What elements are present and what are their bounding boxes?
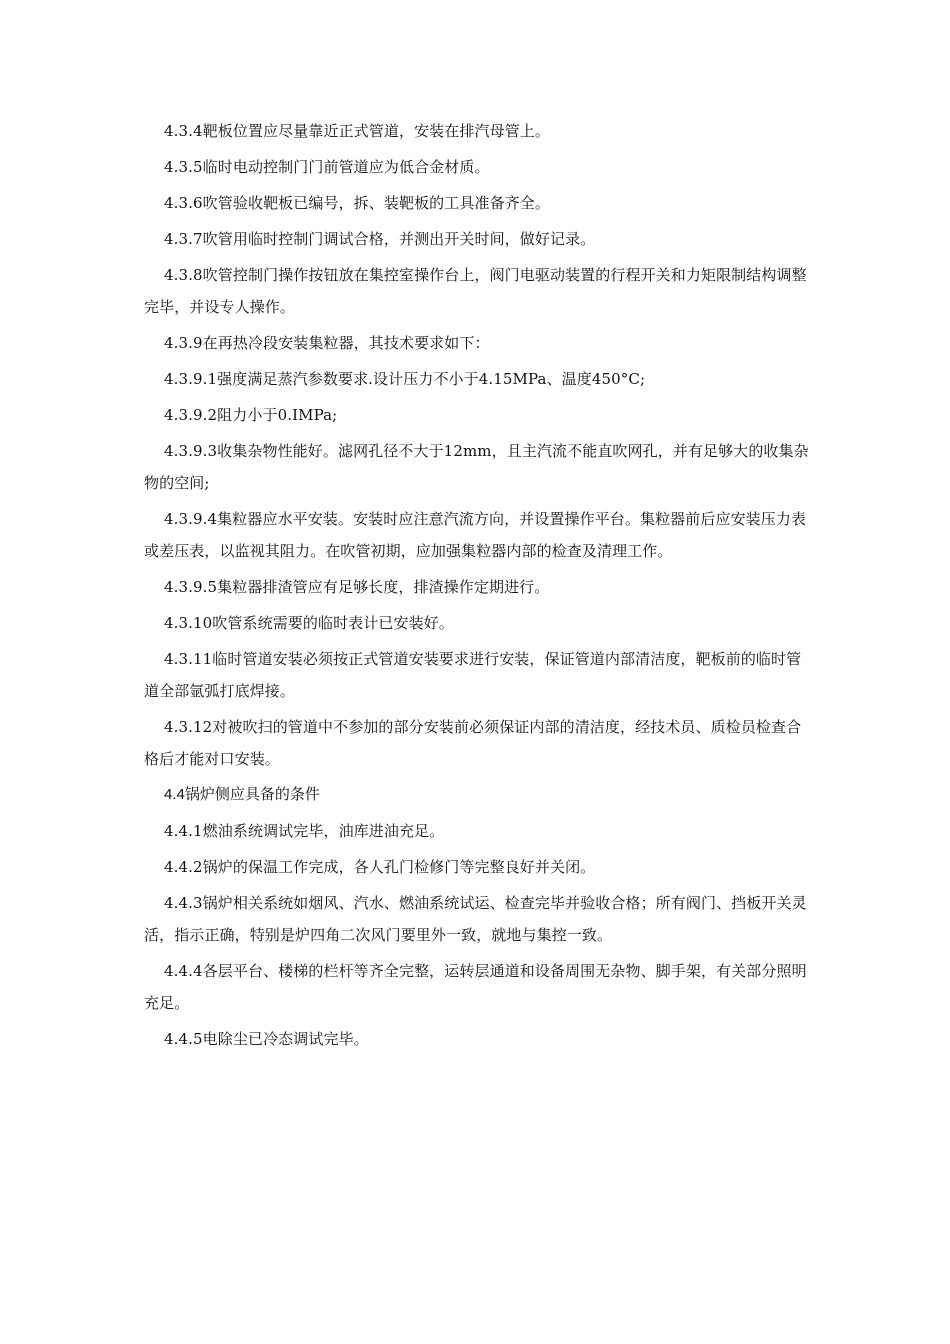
paragraph-4-3-4: 4.3.4靶板位置应尽量靠近正式管道，安装在排汽母管上。	[164, 122, 550, 140]
paragraph-4-3-10: 4.3.10吹管系统需要的临时表计已安装好。	[164, 614, 454, 632]
paragraph-4-3-9: 4.3.9在再热冷段安装集粒器，其技术要求如下：	[164, 334, 490, 352]
paragraph-4-4-1: 4.4.1燃油系统调试完毕，油库进油充足。	[164, 822, 445, 840]
paragraph-4-3-9-5: 4.3.9.5集粒器排渣管应有足够长度，排渣操作定期进行。	[164, 578, 550, 596]
paragraph-4-3-11: 4.3.11临时管道安装必须按正式管道安装要求进行安装，保证管道内部清洁度，靶板前的临时管道全部氩弧打底焊接。	[144, 650, 802, 700]
paragraph-4-3-8: 4.3.8吹管控制门操作按钮放在集控室操作台上，阀门电驱动装置的行程开关和力矩限制结构调整完毕，并设专人操作。	[144, 266, 807, 316]
section-number: 4.4	[164, 786, 185, 803]
section-heading-4-4	[144, 779, 816, 811]
paragraph-4-3-9-1: 4.3.9.1强度满足蒸汽参数要求.设计压力不小于4.15MPa、温度450°C;	[164, 370, 646, 388]
paragraph-4-4-5: 4.4.5电除尘已冷态调试完毕。	[164, 1030, 369, 1048]
paragraph-4-4-4: 4.4.4各层平台、楼梯的栏杆等齐全完整，运转层通道和设备周围无杂物、脚手架，有关部分照明充足。	[144, 962, 807, 1012]
paragraph-4-3-7: 4.3.7吹管用临时控制门调试合格，并测出开关时间，做好记录。	[164, 230, 596, 248]
paragraph-4-3-5: 4.3.5临时电动控制门门前管道应为低合金材质。	[164, 158, 490, 176]
paragraph-4-3-9-2: 4.3.9.2阻力小于0.IMPa;	[164, 406, 338, 424]
section-title: 锅炉侧应具备的条件	[184, 786, 320, 803]
paragraph-4-4-3: 4.4.3锅炉相关系统如烟风、汽水、燃油系统试运、检查完毕并验收合格；所有阀门、挡板开关灵活，指示正确，特别是炉四角二次风门要里外一致，就地与集控一致。	[144, 894, 807, 944]
paragraph-4-3-12: 4.3.12对被吹扫的管道中不参加的部分安装前必须保证内部的清洁度，经技术员、质检员检查合格后才能对口安装。	[144, 718, 802, 768]
paragraph-4-3-9-4: 4.3.9.4集粒器应水平安装。安装时应注意汽流方向，并设置操作平台。集粒器前后应安装压力表或差压表，以监视其阻力。在吹管初期，应加强集粒器内部的检查及清理工作。	[144, 510, 807, 560]
document-body	[144, 115, 816, 1059]
paragraph-4-4-2: 4.4.2锅炉的保温工作完成，各人孔门检修门等完整良好并关闭。	[164, 858, 596, 876]
paragraph-4-3-6: 4.3.6吹管验收靶板已编号，拆、装靶板的工具准备齐全。	[164, 194, 550, 212]
paragraph-4-3-9-3: 4.3.9.3收集杂物性能好。滤网孔径不大于12mm，且主汽流不能直吹网孔，并有足够大的收集杂物的空间;	[144, 442, 809, 492]
